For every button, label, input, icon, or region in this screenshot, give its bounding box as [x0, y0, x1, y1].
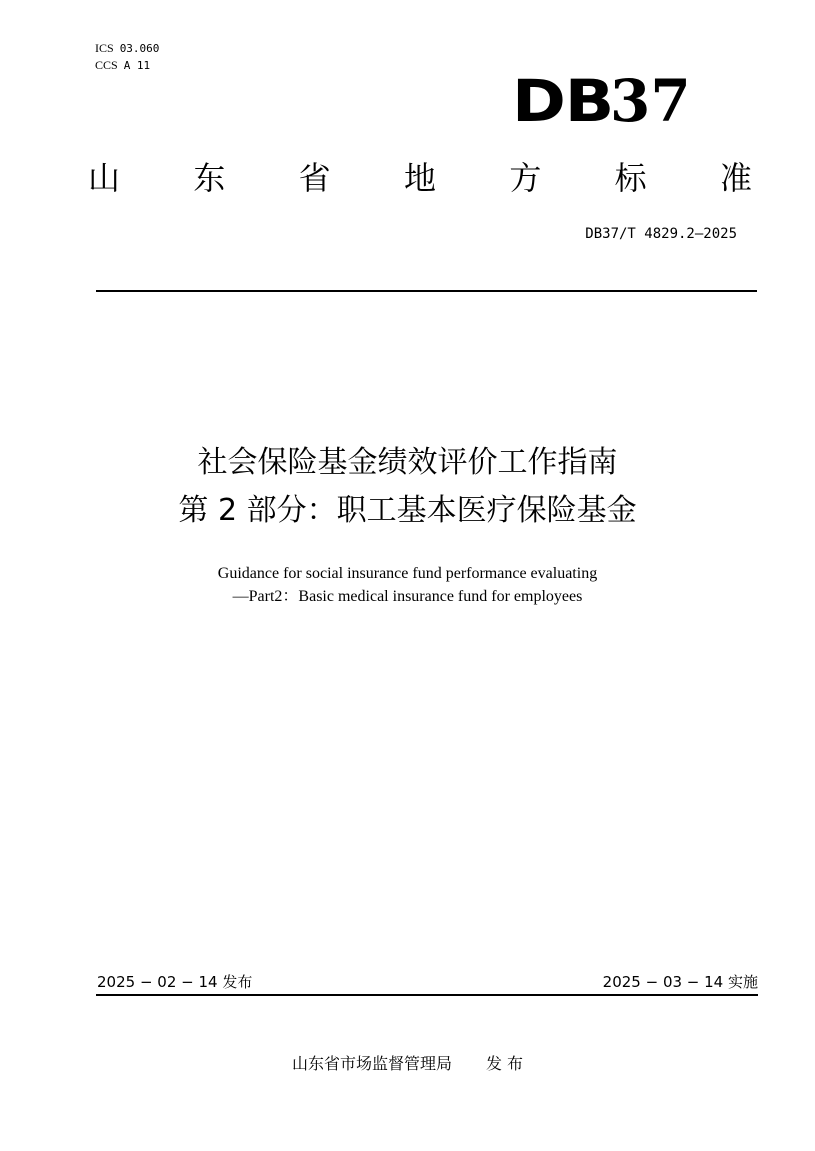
standard-type-char: 标	[614, 159, 647, 197]
bottom-divider	[96, 994, 758, 996]
standard-type-char: 省	[298, 159, 331, 197]
issue-date: 2025 − 02 − 14 发布	[97, 973, 253, 991]
standard-type-char: 准	[719, 159, 752, 197]
issuer-line	[0, 1053, 815, 1075]
standard-number: DB37/T 4829.2—2025	[585, 226, 737, 242]
issuer-action: 发 布	[485, 1054, 524, 1073]
ccs-row	[95, 57, 159, 74]
classification-codes	[95, 40, 159, 74]
issuer-name: 山东省市场监督管理局	[291, 1054, 452, 1073]
logo-prefix: DB	[512, 67, 614, 135]
standard-type-char: 山	[88, 159, 121, 197]
english-title-line-2: —Part2：Basic medical insurance fund for employees	[232, 588, 583, 605]
document-title-line-2: 第 2 部分：职工基本医疗保险基金	[178, 493, 637, 528]
ics-label: ICS	[95, 41, 114, 55]
standard-type-char: 东	[193, 159, 226, 197]
document-title-line-1: 社会保险基金绩效评价工作指南	[197, 445, 618, 480]
ics-row	[95, 40, 159, 57]
logo-number: 37	[610, 67, 691, 135]
top-divider	[96, 290, 757, 292]
standard-type-char: 方	[509, 159, 542, 197]
ccs-value: A 11	[123, 59, 151, 72]
ccs-label: CCS	[95, 58, 118, 72]
implementation-date: 2025 − 03 − 14 实施	[602, 973, 758, 991]
standard-type-char: 地	[403, 159, 436, 197]
standard-type-heading	[88, 158, 752, 198]
ics-value: 03.060	[119, 42, 160, 55]
db37-logo	[512, 67, 691, 135]
english-title-line-1: Guidance for social insurance fund performance evaluating	[217, 565, 598, 582]
